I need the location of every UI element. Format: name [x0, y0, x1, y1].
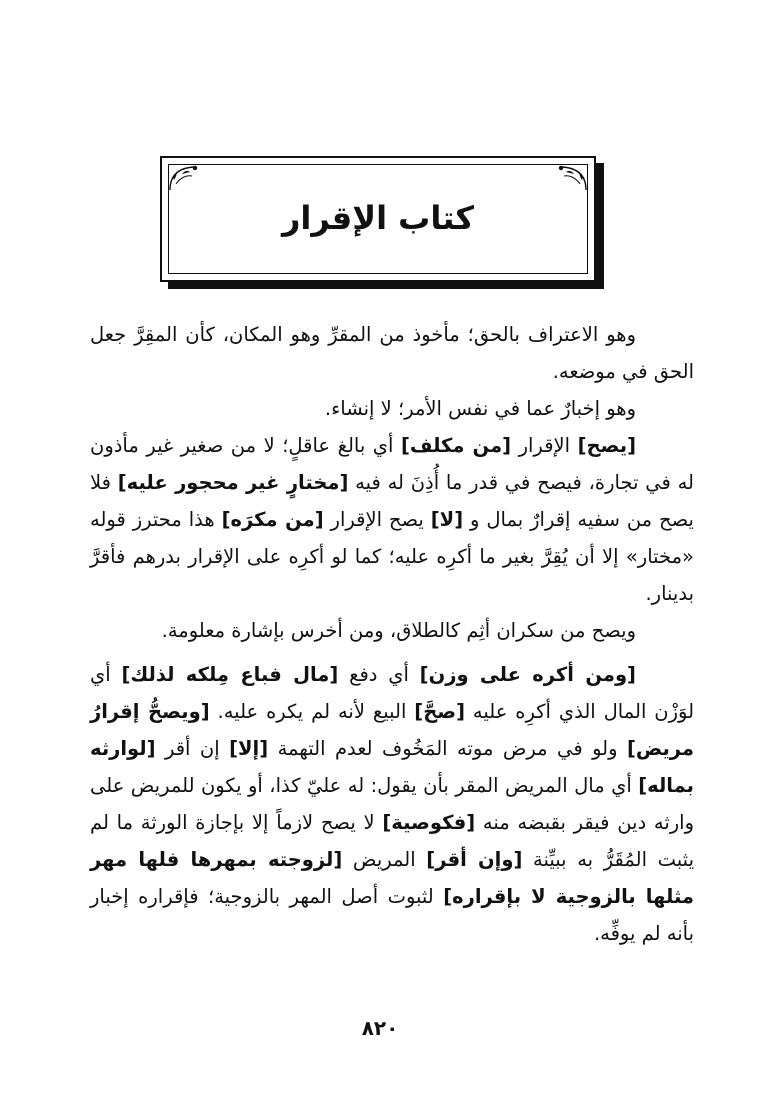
commentary-text: إن أقر: [155, 737, 230, 760]
bold-matn-text: [لزوجته بمهرها فلها مهر مثلها بالزوجية لا بإقراره]: [90, 848, 694, 908]
bold-matn-text: [ويصحُّ إقرارُ مريض]: [90, 700, 694, 760]
bold-matn-text: [يصح]: [577, 434, 636, 457]
bold-matn-text: [من مكلف]: [400, 434, 512, 457]
chapter-title-frame: [160, 156, 596, 282]
body-text: [90, 316, 694, 952]
bold-matn-text: [لوارثه بماله]: [90, 737, 694, 797]
chapter-title: كتاب الإقرار: [281, 199, 475, 237]
commentary-text: هذا محترز قوله «مختار» إلا أن يُقِرَّ بغير ما أكرِه عليه؛ كما لو أكرِه على الإقرار بدرهم فأقرَّ بدينار.: [90, 508, 694, 605]
bold-matn-text: [مال فباع مِلكه لذلك]: [121, 663, 339, 686]
commentary-text: أي دفع: [338, 663, 420, 686]
corner-ornament-icon: [166, 162, 206, 194]
bold-matn-text: [لا]: [430, 508, 464, 531]
paragraph: [90, 656, 694, 952]
commentary-text: أي بالغ عاقلٍ؛ لا من صغير غير مأذون له في تجارة، فيصح في قدر ما أُذِنَ له فيه: [90, 434, 694, 494]
commentary-text: أي مال المريض المقر بأن يقول: له عليّ كذا، أو يكون للمريض على وارثه دين فيقر بقبضه منه: [90, 774, 695, 834]
commentary-text: المريض: [342, 848, 427, 871]
commentary-text: أي لوَزْن المال الذي أكرِه عليه: [90, 663, 695, 723]
paragraph: [90, 390, 694, 427]
bold-matn-text: [وإن أقر]: [426, 848, 523, 871]
paragraph: [90, 316, 694, 390]
bold-matn-text: [من مكرَه]: [221, 508, 324, 531]
bold-matn-text: [ومن أكره على وزن]: [419, 663, 636, 686]
commentary-text: يصح الإقرار: [323, 508, 431, 531]
commentary-text: ولو في مرض موته المَخُوف لعدم التهمة: [268, 737, 627, 760]
commentary-text: البيع لأنه لم يكره عليه.: [209, 700, 415, 723]
bold-matn-text: [فكوصية]: [382, 811, 476, 834]
paragraph: [90, 612, 694, 649]
commentary-text: ويصح من سكران أثِم كالطلاق، ومن أخرس بإشارة معلومة.: [161, 619, 636, 642]
commentary-text: الإقرار: [511, 434, 578, 457]
page-number: ٨٢٠: [361, 1016, 399, 1040]
commentary-text: وهو الاعتراف بالحق؛ مأخوذ من المقرِّ وهو المكان، كأن المقِرَّ جعل الحق في موضعه.: [90, 323, 694, 383]
commentary-text: لثبوت أصل المهر بالزوجية؛ فإقراره إخبار بأنه لم يوفِّه.: [90, 885, 694, 945]
corner-ornament-icon: [550, 162, 590, 194]
bold-matn-text: [إلا]: [229, 737, 269, 760]
bold-matn-text: [مختارٍ غير محجور عليه]: [117, 471, 349, 494]
commentary-text: لا يصح لازماً إلا بإجازة الورثة ما لم يثبت المُقَرُّ به ببيِّنة: [90, 811, 694, 871]
paragraph: [90, 427, 694, 612]
commentary-text: وهو إخبارٌ عما في نفس الأمر؛ لا إنشاء.: [324, 397, 636, 420]
bold-matn-text: [صحَّ]: [414, 700, 466, 723]
commentary-text: فلا يصح من سفيه إقرارٌ بمال و: [90, 471, 694, 531]
